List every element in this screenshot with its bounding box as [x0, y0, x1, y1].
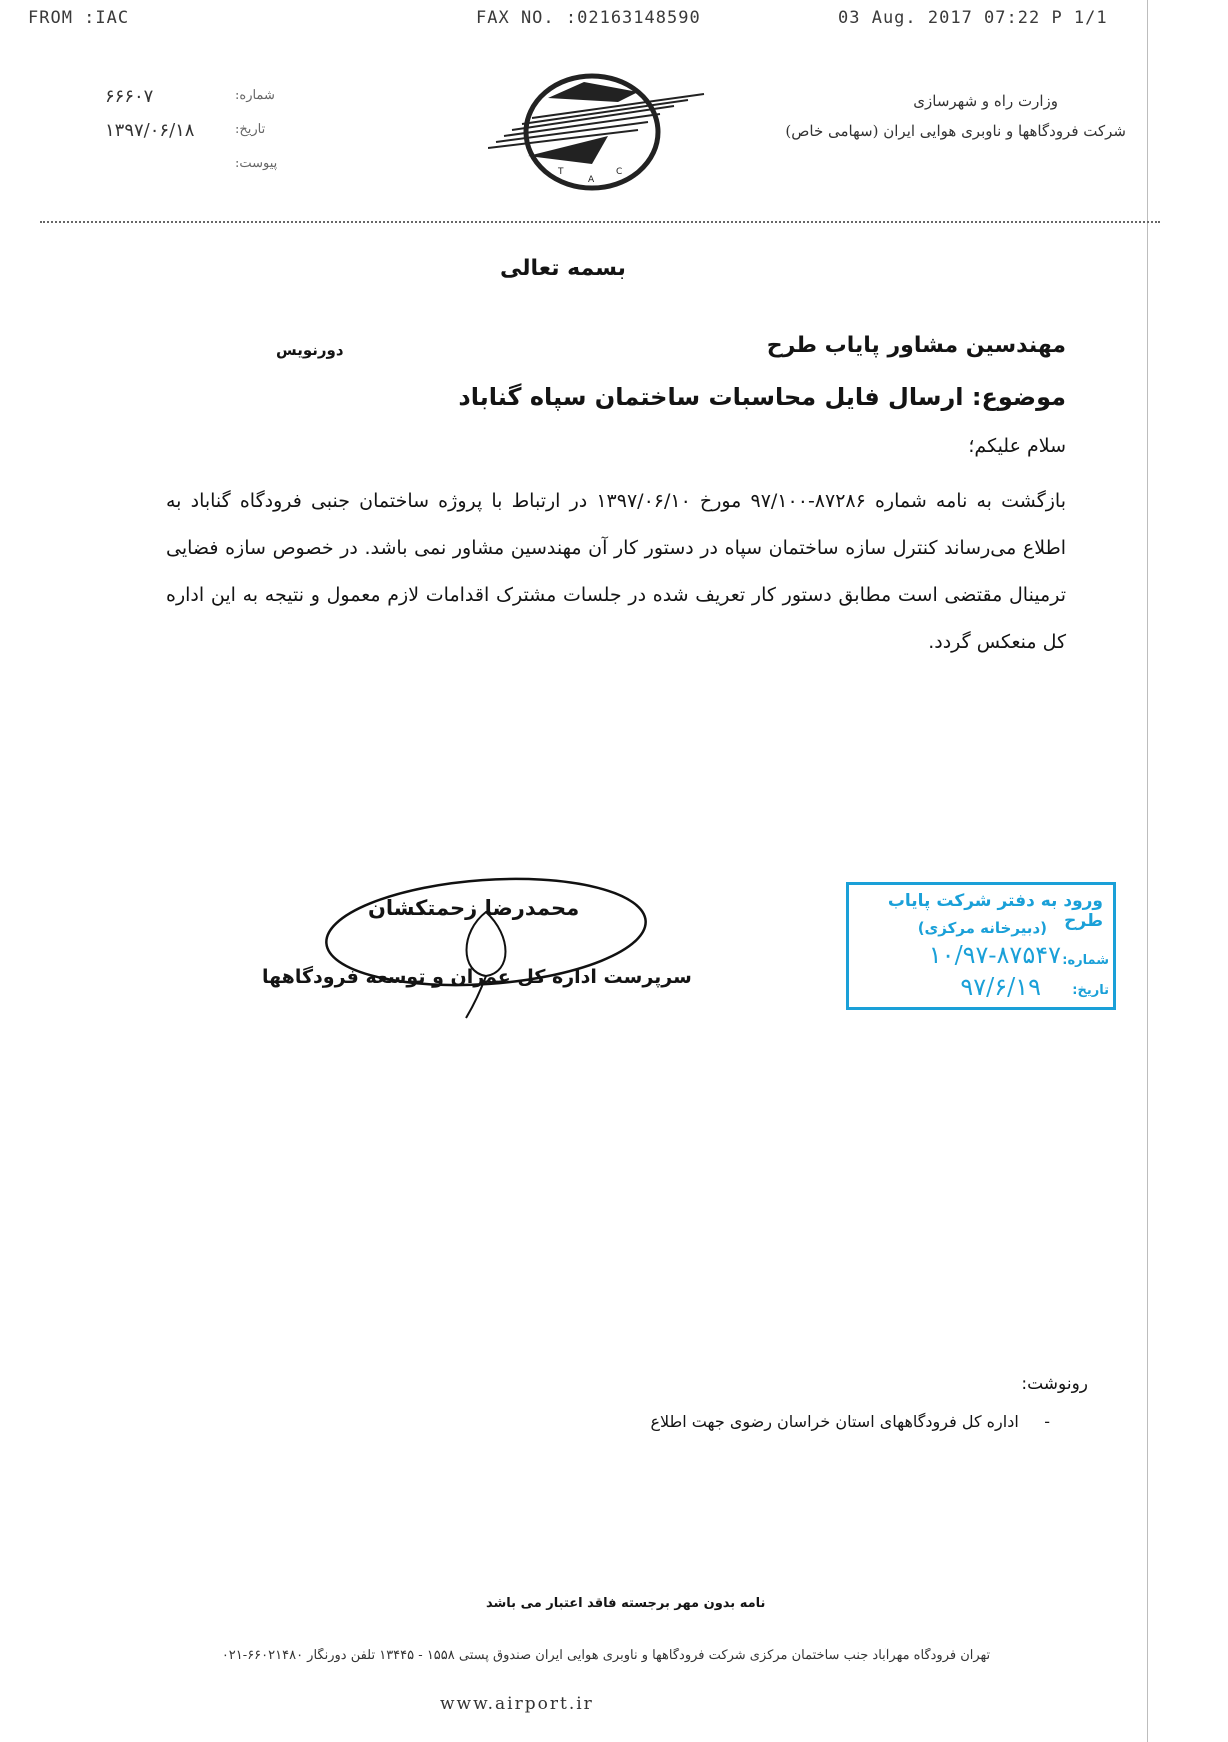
subject-label: موضوع: [971, 383, 1066, 411]
stamp-number-value: ۱۰/۹۷-۸۷۵۴۷ [928, 941, 1061, 969]
signatory-title: سرپرست اداره کل عمران و توسعه فرودگاهها [262, 966, 692, 988]
footer-address: تهران فرودگاه مهرآباد جنب ساختمان مرکزی شرکت فرودگاهها و ناوبری هوایی ایران صندوق پستی ۱۵۵۸ - ۱۳۴۴۵ تلفن دورنگار ۶۶۰۲۱۴۸۰-۰۲۱ [221, 1648, 991, 1663]
greeting: سلام علیکم؛ [968, 435, 1066, 457]
subject-text: ارسال فایل محاسبات ساختمان سپاه گناباد [458, 383, 964, 411]
bismillah-heading: بسمه تعالی [500, 256, 626, 281]
cc-item-text: اداره کل فرودگاههای استان خراسان رضوی جهت اطلاع [650, 1412, 1019, 1431]
footer-note: نامه بدون مهر برجسته فاقد اعتبار می باشد [486, 1596, 766, 1611]
cc-item [650, 1412, 1050, 1431]
transmission-mode: دورنویس [276, 341, 344, 359]
letter-date-label: تاریخ: [235, 122, 266, 137]
received-stamp [846, 882, 1116, 1010]
stamp-subtitle: (دبیرخانه مرکزی) [917, 919, 1047, 937]
fax-number: FAX NO. :02163148590 [476, 8, 701, 28]
cc-bullet: - [1023, 1412, 1050, 1431]
company-logo [488, 70, 710, 192]
page-edge-line [1147, 0, 1148, 1742]
svg-text:T: T [558, 167, 564, 177]
stamp-number-label: شماره: [1062, 953, 1109, 968]
letterhead-fields [105, 86, 315, 186]
cc-label: رونوشت: [1021, 1374, 1088, 1394]
letter-date-value: ۱۳۹۷/۰۶/۱۸ [105, 120, 195, 141]
letter-attachment-label: پیوست: [235, 156, 278, 171]
stamp-date-value: ۹۷/۶/۱۹ [960, 973, 1041, 1001]
footer-website: www.airport.ir [440, 1694, 594, 1714]
company-name: شرکت فرودگاهها و ناوبری هوایی ایران (سهامی خاص) [785, 122, 1126, 140]
subject-line [458, 383, 1066, 411]
stamp-title: ورود به دفتر شرکت پایاب طرح [887, 891, 1103, 931]
letter-number-value: ۶۶۶۰۷ [105, 86, 154, 107]
header-divider [40, 221, 1160, 223]
fax-datetime: 03 Aug. 2017 07:22 P 1/1 [838, 8, 1108, 28]
svg-text:C: C [616, 167, 623, 177]
letter-body: بازگشت به نامه شماره ۸۷۲۸۶-۹۷/۱۰۰ مورخ ۱۳۹۷/۰۶/۱۰ در ارتباط با پروژه ساختمان جنبی فرودگاه گناباد به اطلاع می‌رساند کنترل سازه ساختمان سپاه در دستور کار آن مهندسین مشاور نمی باشد. در خصوص سازه فضایی ترمینال مقتضی است مطابق دستور کار تعریف شده در جلسات مشترک اقدامات لازم معمول و نتیجه به این اداره کل منعکس گردد. [166, 490, 1066, 653]
signatory-name: محمدرضا زحمتکشان [368, 896, 580, 920]
ministry-name: وزارت راه و شهرسازی [913, 92, 1058, 110]
recipient: مهندسین مشاور پایاب طرح [766, 333, 1066, 358]
letter-number-label: شماره: [235, 88, 275, 103]
fax-from: FROM :IAC [28, 8, 130, 28]
stamp-date-label: تاریخ: [1072, 983, 1109, 998]
signature-scribble [290, 872, 662, 1022]
svg-text:A: A [588, 175, 595, 185]
